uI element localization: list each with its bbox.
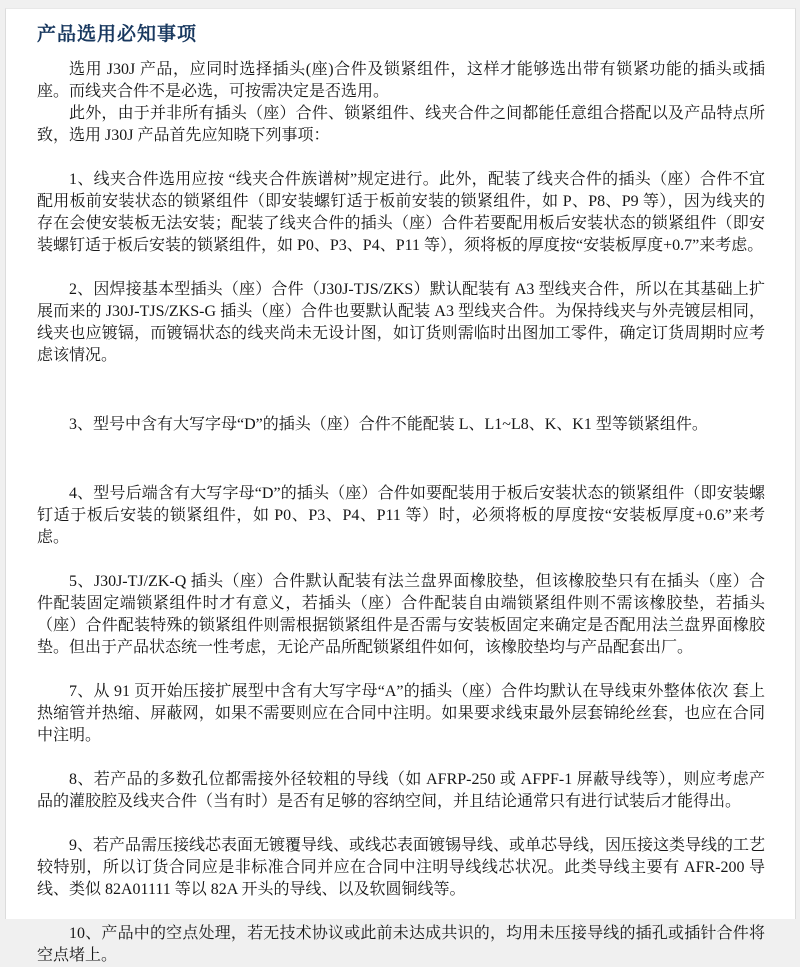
item-paragraph-5: 5、J30J-TJ/ZK-Q 插头（座）合件默认配装有法兰盘界面橡胶垫，但该橡胶垫只有在插头（座）合件配装固定端锁紧组件时才有意义，若插头（座）合件配装自由端锁紧组件则不需该橡胶垫，若插头（座）合件配装特殊的锁紧组件则需根据锁紧组件是否需与安装板固定来确定是否配用法兰盘界面橡胶垫。但出于产品状态统一性考虑，无论产品所配锁紧组件如何，该橡胶垫均与产品配套出厂。: [37, 573, 765, 656]
item-paragraph-2: 2、因焊接基本型插头（座）合件（J30J-TJS/ZKS）默认配装有 A3 型线夹合件，所以在其基础上扩展而来的 J30J-TJS/ZKS-G 插头（座）合件也要默认配装 A3 型线夹合件。为保持线夹与外壳镀层相同，线夹也应镀镉，而镀镉状态的线夹尚未无设计图，如订货则需临时出图加工零件，确定订货周期时应考虑该情况。: [37, 281, 765, 364]
intro-paragraph-2: 此外，由于并非所有插头（座）合件、锁紧组件、线夹合件之间都能任意组合搭配以及产品特点所致，选用 J30J 产品首先应知晓下列事项：: [37, 105, 765, 144]
item-paragraph-7: 7、从 91 页开始压接扩展型中含有大写字母“A”的插头（座）合件均默认在导线束外整体依次 套上热缩管并热缩、屏蔽网，如果不需要则应在合同中注明。如果要求线束最外层套锦纶丝套，也应在合同中注明。: [37, 683, 765, 744]
item-paragraph-1: 1、线夹合件选用应按 “线夹合件族谱树”规定进行。此外，配装了线夹合件的插头（座）合件不宜配用板前安装状态的锁紧组件（即安装螺钉适于板前安装的锁紧组件，如 P、P8、P9 等），因为线夹的存在会使安装板无法安装；配装了线夹合件的插头（座）合件若要配用板后安装状态的锁紧组件（即安装螺钉适于板后安装的锁紧组件，如 P0、P3、P4、P11 等），须将板的厚度按“安装板厚度+0.7”来考虑。: [37, 171, 765, 254]
intro-paragraph-1: 选用 J30J 产品，应同时选择插头(座)合件及锁紧组件，这样才能够选出带有锁紧功能的插头或插座。而线夹合件不是必选，可按需决定是否选用。: [37, 61, 765, 100]
item-paragraph-8: 8、若产品的多数孔位都需接外径较粗的导线（如 AFRP-250 或 AFPF-1 屏蔽导线等），则应考虑产品的灌胶腔及线夹合件（当有时）是否有足够的容纳空间，并且结论通常只有进行试装后才能得出。: [37, 771, 765, 810]
document-page: [5, 8, 796, 964]
item-paragraph-3: 3、型号中含有大写字母“D”的插头（座）合件不能配装 L、L1~L8、K、K1 型等锁紧组件。: [69, 416, 708, 433]
page-title: 产品选用必知事项: [37, 24, 198, 45]
item-paragraph-4: 4、型号后端含有大写字母“D”的插头（座）合件如要配装用于板后安装状态的锁紧组件（即安装螺钉适于板后安装的锁紧组件，如 P0、P3、P4、P11 等）时，必须将板的厚度按“安装板厚度+0.6”来考虑。: [37, 485, 765, 546]
item-paragraph-10: 10、产品中的空点处理，若无技术协议或此前未达成共识的，均用未压接导线的插孔或插针合件将空点堵上。: [37, 925, 765, 964]
item-paragraph-9: 9、若产品需压接线芯表面无镀覆导线、或线芯表面镀锡导线、或单芯导线，因压接这类导线的工艺较特别，所以订货合同应是非标准合同并应在合同中注明导线线芯状况。此类导线主要有 AFR-200 导线、类似 82A01111 等以 82A 开头的导线、以及软圆铜线等。: [37, 837, 766, 898]
